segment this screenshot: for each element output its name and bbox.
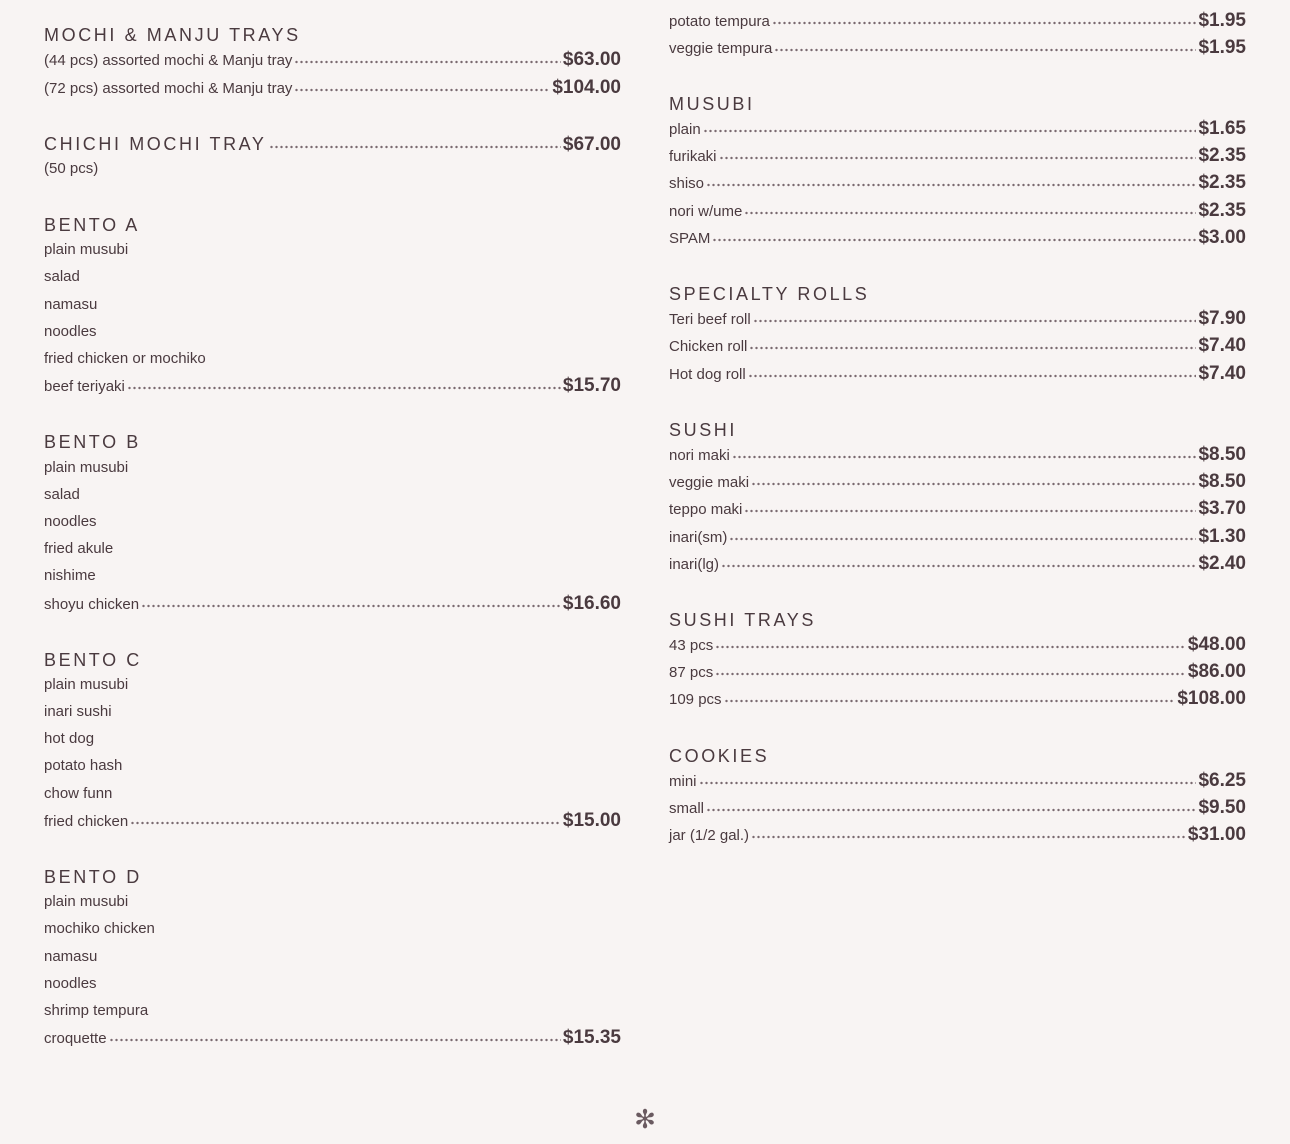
menu-item <box>669 824 1246 846</box>
bento-line: hot dog <box>44 730 95 747</box>
dot-leader <box>699 781 1197 785</box>
bento-line: plain musubi <box>44 676 129 693</box>
item-name: teppo maki <box>669 501 743 518</box>
item-price: $7.40 <box>1198 335 1246 356</box>
section-heading-mochi-manju: MOCHI & MANJU TRAYS <box>44 25 301 45</box>
item-name: small <box>669 800 705 817</box>
dot-leader <box>715 645 1186 649</box>
menu-item <box>669 688 1246 710</box>
bento-line: fried akule <box>44 540 114 557</box>
menu-item <box>669 335 1246 357</box>
section-heading-bento-b: BENTO B <box>44 432 141 452</box>
menu-item <box>669 10 1246 32</box>
menu-item <box>669 498 1246 520</box>
menu-item <box>669 634 1246 656</box>
item-price: $48.00 <box>1187 634 1246 655</box>
item-name: furikaki <box>669 148 717 165</box>
dot-leader <box>751 835 1186 839</box>
section-heading-bento-c: BENTO C <box>44 650 142 670</box>
bento-line: potato hash <box>44 757 123 774</box>
item-price: $9.50 <box>1198 797 1246 818</box>
section-heading-cookies: COOKIES <box>669 746 770 766</box>
dot-leader <box>748 374 1197 378</box>
item-price: $31.00 <box>1187 824 1246 845</box>
menu-item <box>669 200 1246 222</box>
dot-leader <box>141 604 561 608</box>
dot-leader <box>130 821 561 825</box>
bento-line: shrimp tempura <box>44 1002 149 1019</box>
item-name: (72 pcs) assorted mochi & Manju tray <box>44 80 293 97</box>
item-name: veggie maki <box>669 474 750 491</box>
item-name: nori maki <box>669 447 730 464</box>
item-price: $2.35 <box>1198 172 1246 193</box>
dot-leader <box>712 238 1196 242</box>
item-price: $2.35 <box>1198 145 1246 166</box>
menu-item <box>44 77 621 99</box>
bento-line: chow funn <box>44 785 113 802</box>
menu-item <box>669 227 1246 249</box>
item-price: $67.00 <box>562 134 621 155</box>
item-name: shiso <box>669 175 705 192</box>
item-price: $8.50 <box>1198 471 1246 492</box>
menu-item <box>669 471 1246 493</box>
menu-item <box>669 797 1246 819</box>
item-name: inari(lg) <box>669 556 720 573</box>
item-name: inari(sm) <box>669 529 728 546</box>
section-heading-bento-a: BENTO A <box>44 215 140 235</box>
dot-leader <box>715 672 1186 676</box>
item-name: potato tempura <box>669 13 770 30</box>
bento-line: fried chicken or mochiko <box>44 350 206 367</box>
menu-item <box>44 593 621 615</box>
bento-line: plain musubi <box>44 241 129 258</box>
section-subtitle: (50 pcs) <box>44 160 99 177</box>
dot-leader <box>732 455 1197 459</box>
item-price: $7.40 <box>1198 363 1246 384</box>
section-heading-specialty-rolls: SPECIALTY ROLLS <box>669 284 870 304</box>
item-name: 43 pcs <box>669 637 714 654</box>
section-heading-chichi <box>44 133 621 156</box>
item-price: $2.35 <box>1198 200 1246 221</box>
item-price: $1.30 <box>1198 526 1246 547</box>
item-name: nori w/ume <box>669 203 743 220</box>
item-name: SPAM <box>669 230 711 247</box>
menu-item <box>44 810 621 832</box>
item-name: jar (1/2 gal.) <box>669 827 750 844</box>
item-price: $108.00 <box>1177 688 1246 709</box>
menu-item <box>669 553 1246 575</box>
dot-leader <box>744 509 1196 513</box>
menu-item <box>669 308 1246 330</box>
dot-leader <box>721 564 1196 568</box>
item-price: $15.70 <box>562 375 621 396</box>
bento-line: noodles <box>44 513 97 530</box>
item-price: $1.95 <box>1198 10 1246 31</box>
menu-item <box>669 770 1246 792</box>
bento-line: inari sushi <box>44 703 112 720</box>
item-name: Hot dog roll <box>669 366 746 383</box>
menu-item <box>669 526 1246 548</box>
dot-leader <box>109 1038 561 1042</box>
item-name: beef teriyaki <box>44 378 125 395</box>
item-price: $3.00 <box>1198 227 1246 248</box>
item-name: fried chicken <box>44 813 129 830</box>
dot-leader <box>749 346 1196 350</box>
bento-line: namasu <box>44 296 98 313</box>
bento-line: plain musubi <box>44 893 129 910</box>
item-price: $8.50 <box>1198 444 1246 465</box>
section-heading-sushi-trays: SUSHI TRAYS <box>669 610 816 630</box>
menu-item <box>44 375 621 397</box>
menu-item <box>44 49 621 71</box>
item-name: veggie tempura <box>669 40 773 57</box>
dot-leader <box>127 386 561 390</box>
section-heading-sushi: SUSHI <box>669 420 738 440</box>
bento-line: nishime <box>44 567 96 584</box>
dot-leader <box>751 482 1196 486</box>
item-price: $1.65 <box>1198 118 1246 139</box>
bento-line: mochiko chicken <box>44 920 155 937</box>
bento-line: namasu <box>44 948 98 965</box>
item-price: $104.00 <box>552 77 621 98</box>
item-price: $2.40 <box>1198 553 1246 574</box>
item-price: $63.00 <box>562 49 621 70</box>
dot-leader <box>729 537 1196 541</box>
dot-leader <box>294 60 560 64</box>
bento-line: salad <box>44 268 80 285</box>
item-price: $15.35 <box>562 1027 621 1048</box>
dot-leader <box>706 808 1196 812</box>
bento-line: salad <box>44 486 80 503</box>
dot-leader <box>269 145 561 149</box>
item-price: $16.60 <box>562 593 621 614</box>
section-heading-musubi: MUSUBI <box>669 94 755 114</box>
item-name: 109 pcs <box>669 691 722 708</box>
dot-leader <box>753 319 1197 323</box>
section-title: CHICHI MOCHI TRAY <box>44 134 267 154</box>
dot-leader <box>719 156 1197 160</box>
asterisk-icon: ✻ <box>634 1104 656 1134</box>
menu-item <box>669 363 1246 385</box>
item-price: $7.90 <box>1198 308 1246 329</box>
item-price: $3.70 <box>1198 498 1246 519</box>
menu-item <box>669 37 1246 59</box>
section-heading-bento-d: BENTO D <box>44 867 142 887</box>
dot-leader <box>774 48 1196 52</box>
item-name: Teri beef roll <box>669 311 751 328</box>
dot-leader <box>744 211 1196 215</box>
menu-item <box>44 1027 621 1049</box>
dot-leader <box>703 129 1197 133</box>
menu-item <box>669 444 1246 466</box>
menu-item <box>669 661 1246 683</box>
menu-item <box>669 172 1246 194</box>
item-name: (44 pcs) assorted mochi & Manju tray <box>44 52 293 69</box>
dot-leader <box>706 183 1196 187</box>
dot-leader <box>772 21 1197 25</box>
dot-leader <box>724 699 1176 703</box>
item-name: 87 pcs <box>669 664 714 681</box>
bento-line: plain musubi <box>44 459 129 476</box>
menu-item <box>669 118 1246 140</box>
item-name: Chicken roll <box>669 338 748 355</box>
item-name: plain <box>669 121 701 138</box>
menu-item <box>669 145 1246 167</box>
item-name: croquette <box>44 1030 107 1047</box>
dot-leader <box>294 88 550 92</box>
item-price: $6.25 <box>1198 770 1246 791</box>
item-price: $86.00 <box>1187 661 1246 682</box>
item-price: $1.95 <box>1198 37 1246 58</box>
item-price: $15.00 <box>562 810 621 831</box>
item-name: mini <box>669 773 697 790</box>
bento-line: noodles <box>44 975 97 992</box>
item-name: shoyu chicken <box>44 596 140 613</box>
bento-line: noodles <box>44 323 97 340</box>
